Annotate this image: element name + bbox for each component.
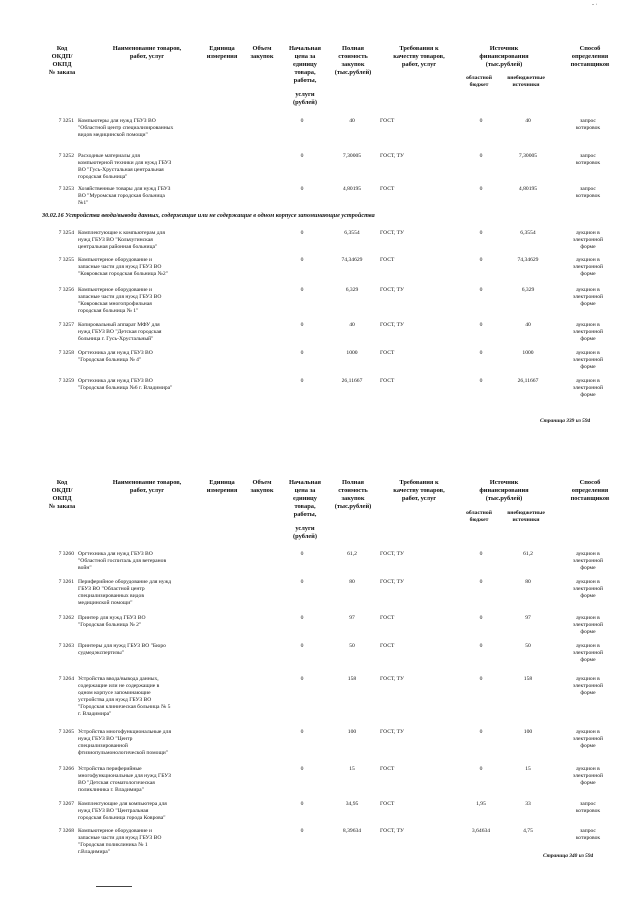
page-340: Код ОКДП/ ОКПД № заказа Наименование товаров, работ, услуг Единица измерения Объем закупок Начальная цена за единицу товара, работы, услуги (рублей) Полная стоимость закупок (тыс.рублей) Требования к качеству товаров, работ, услуг Источник финансирования (тыс.рублей) областной бюджет внебюджетные источники Способ определения поставщиков 7 3260 Оргтехника для нужд ГБУЗ ВО "Областной госпиталь для ветеранов войн" 0 61,2 ГОСТ, ТУ 0 61,2 аукцион в электронной форме 7 3261 Периферийное оборудование для нужд ГБУЗ ВО "Областной центр специализированных видов медицинской помощи" 0 80 ГОСТ, ТУ 0 80 аукцион в электронной форме 7 3262 Принтер для нужд ГБУЗ ВО "Городская больница № 2" 0 97 ГОСТ 0 97 аукцион в электронной форме 7 3263 Принтеры для нужд ГБУЗ ВО "Бюро судмедэкспертизы" 0 50 ГОСТ 0 50 аукцион в электронной форме 7 3264 Устройства ввода/вывода данных, содержащие или не содержащие в одном корпусе запоминающие устройства для нужд ГБУЗ ВО "Городская клиническая больница № 5 г. Владимира" 0 158 ГОСТ, ТУ 0 158 аукцион в электронной форме 7 3265 Устройства многофункциональные для нужд ГБУЗ ВО "Центр специализированной фтизиопульмонологической помощи" 0 100 ГОСТ, ТУ 0 100 аукцион в электронной форме 7 3266 Устройства периферийные многофункциональные для нужд ГБУЗ ВО "Детская стоматологическая поликлиника г. Владимира" 0 15 ГОСТ 0 15 аукцион в электронной форме 7 3267 Комплектующие для компьютера для нужд ГБУЗ ВО "Центральная городская больница города Коврова" 0 34,95 ГОСТ 1,95 33 запрос котировок 7 3268 Компьютерное оборудование и запасные части для нужд ГБУЗ ВО "Городская поликлиника № 1 г.Владимира" 0 8,39634 ГОСТ, ТУ 3,64634 4,75 запрос котировок Страница 340 из 594 — [0, 455, 640, 905]
page-number: Страница 339 из 594 — [540, 418, 591, 424]
corner-mark: - · — [592, 2, 598, 8]
column-header-price: Начальная цена за единицу товара, работы, услуги (рублей) — [288, 479, 322, 540]
column-header-unit: Единица измерения — [206, 479, 238, 494]
column-header-price: Начальная цена за единицу товара, работы, услуги (рублей) — [288, 45, 322, 106]
scan-artifact — [96, 886, 132, 887]
column-header-source: Источник финансирования (тыс.рублей) — [479, 45, 529, 68]
column-header-source-regional: областной бюджет — [466, 75, 492, 88]
column-header-code: Код ОКДП/ ОКПД № заказа — [48, 45, 76, 76]
column-header-requirements: Требования к качеству товаров, работ, услуг — [393, 45, 445, 68]
page-number: Страница 340 из 594 — [543, 853, 594, 859]
column-header-source: Источник финансирования (тыс.рублей) — [479, 479, 529, 502]
column-header-source-external: внебюджетные источники — [507, 75, 545, 88]
column-header-name: Наименование товаров, работ, услуг — [112, 479, 182, 494]
page-339: Код ОКДП/ ОКПД № заказа Наименование товаров, работ, услуг Единица измерения Объем закупок Начальная цена за единицу товара, работы, услуги (рублей) Полная стоимость закупок (тыс.рублей) Требования к качеству товаров, работ, услуг Источник финансирования (тыс.рублей) областной бюджет внебюджетные источники Способ определения поставщиков 7 3251 Компьютеры для нужд ГБУЗ ВО "Областной центр специализированных видов медицинской помощи" 0 40 ГОСТ 0 40 запрос котировок 7 3252 Расходные материалы для компьютерной техники для нужд ГБУЗ ВО "Гусь-Хрустальная центральная городская больница" 0 7,30005 ГОСТ, ТУ 0 7,30005 запрос котировок 7 3253 Хозяйственные товары для нужд ГБУЗ ВО "Муромская городская больница №1" 0 4,80195 ГОСТ 0 4,80195 запрос котировок 30.02.16 Устройства ввода/вывода данных, содержащие или не содержащие в одном корпусе запоминающие устройства 7 3254 Комплектующие к компьютерам для нужд ГБУЗ ВО "Кольчугинская центральная районная больница" 0 6,3554 ГОСТ, ТУ 0 6,3554 аукцион в электронной форме 7 3255 Компьютерное оборудование и запасные части для нужд ГБУЗ ВО "Ковровская городская больница №2" 0 74,34629 ГОСТ 0 74,34629 аукцион в электронной форме 7 3256 Компьютерное оборудование и запасные части для нужд ГБУЗ ВО "Ковровская многопрофильная городская больница № 1" 0 6,329 ГОСТ, ТУ 0 6,329 аукцион в электронной форме 7 3257 Копировальный аппарат МФУ для нужд ГБУЗ ВО "Детская городская больница г. Гусь-Хрустальный" 0 40 ГОСТ, ТУ 0 40 аукцион в электронной форме 7 3258 Оргтехника для нужд ГБУЗ ВО "Городская больница № 4" 0 1000 ГОСТ 0 1000 аукцион в электронной форме 7 3259 Оргтехника для нужд ГБУЗ ВО "Городская больница №6 г. Владимира" 0 26,11667 ГОСТ 0 26,11667 аукцион в электронной форме Страница 339 из 594 — [0, 0, 640, 450]
column-header-unit: Единица измерения — [206, 45, 238, 60]
column-header-total: Полная стоимость закупок (тыс.рублей) — [334, 479, 372, 510]
column-header-method: Способ определения поставщиков — [570, 45, 610, 68]
column-header-volume: Объем закупок — [250, 479, 274, 494]
column-header-method: Способ определения поставщиков — [570, 479, 610, 502]
column-header-source-external: внебюджетные источники — [507, 510, 545, 523]
column-header-volume: Объем закупок — [250, 45, 274, 60]
column-header-requirements: Требования к качеству товаров, работ, услуг — [393, 479, 445, 502]
column-header-code: Код ОКДП/ ОКПД № заказа — [48, 479, 76, 510]
section-heading: 30.02.16 Устройства ввода/вывода данных, содержащие или не содержащие в одном корпусе запоминающие устройства — [42, 212, 375, 219]
column-header-source-regional: областной бюджет — [466, 510, 492, 523]
column-header-total: Полная стоимость закупок (тыс.рублей) — [334, 45, 372, 76]
column-header-name: Наименование товаров, работ, услуг — [112, 45, 182, 60]
